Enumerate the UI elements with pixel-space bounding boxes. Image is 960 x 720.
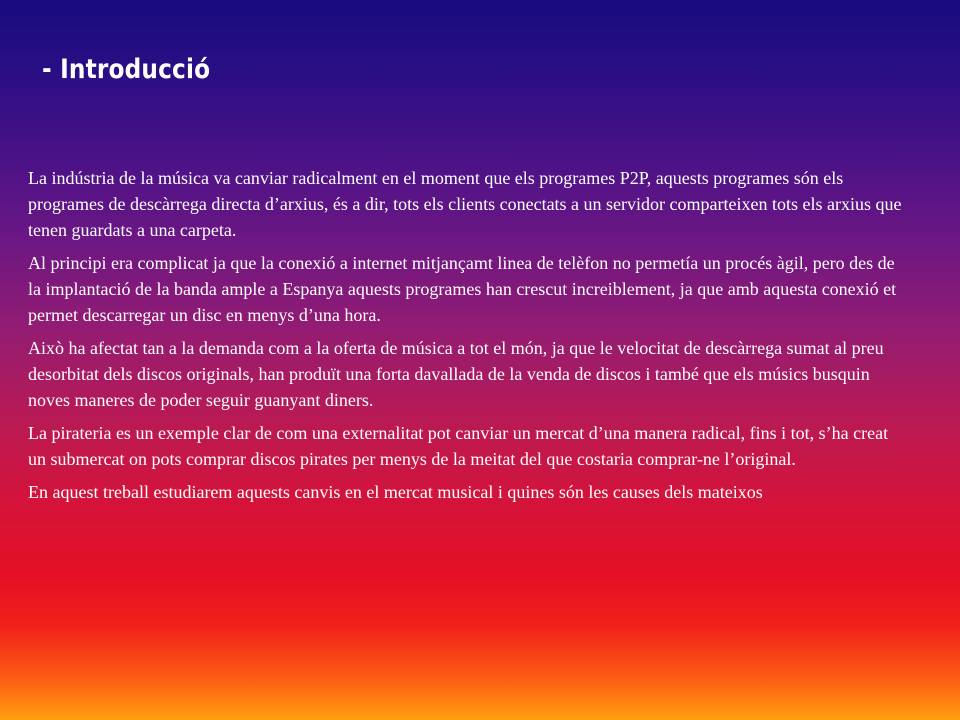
slide-body	[28, 165, 908, 512]
paragraph-p2p: La indústria de la música va canviar radicalment en el moment que els programes P2P, aquests programes són els programes de descàrrega directa d’arxius, és a dir, tots els clients conectats a un servidor comparteixen tots els arxius que tenen guardats a una carpeta.	[28, 168, 902, 240]
paragraph-market-impact: Això ha afectat tan a la demanda com a la oferta de música a tot el món, ja que le velocitat de descàrrega sumat al preu desorbitat dels discos originals, han produït una forta davallada de la venda de discos i també que els músics busquin noves maneres de poder seguir guanyant diners.	[28, 338, 884, 410]
paragraph-broadband: Al principi era complicat ja que la conexió a internet mitjançamt linea de telèfon no permetía un procés àgil, pero des de la implantació de la banda ample a Espanya aquests programes han crescut increiblement, ja que amb aquesta conexió et permet descarregar un disc en menys d’una hora.	[28, 253, 897, 325]
slide-title: - Introducció	[42, 54, 211, 85]
paragraph-study-goal: En aquest treball estudiarem aquests canvis en el mercat musical i quines són les causes dels mateixos	[28, 482, 763, 502]
paragraph-piracy: La pirateria es un exemple clar de com una externalitat pot canviar un mercat d’una manera radical, fins i tot, s’ha creat un submercat on pots comprar discos pirates per menys de la meitat del que costaria comprar-ne l’original.	[28, 423, 889, 469]
